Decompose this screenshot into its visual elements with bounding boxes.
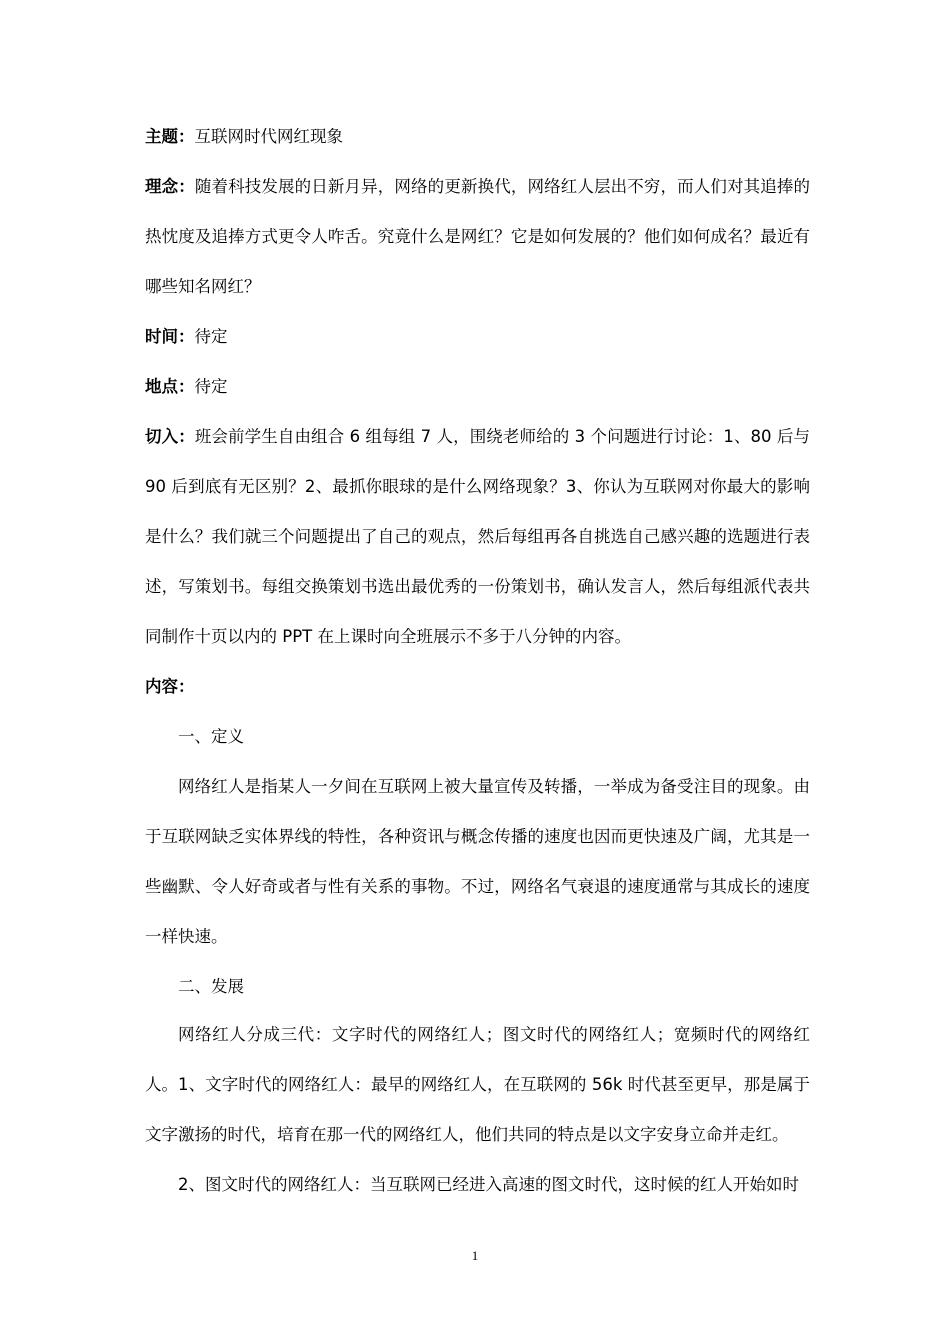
time-label: 时间： <box>145 327 195 346</box>
section2-item1: 1、文字时代的网络红人：最早的网络红人，在互联网的 56k 时代甚至更早，那是属于文字激扬的时代，培育在那一代的网络红人，他们共同的特点是以文字安身立命并走红。 <box>145 1075 810 1144</box>
section2-summary: 网络红人分成三代：文字时代的网络红人；图文时代的网络红人；宽频时代的网络红人。 <box>145 1025 810 1094</box>
section2-heading: 二、发展 <box>178 977 244 996</box>
theme-text: 互联网时代网红现象 <box>194 127 343 146</box>
page-number: 1 <box>471 1248 479 1263</box>
section2-item2: 2、图文时代的网络红人：当互联网已经进入高速的图文时代，这时候的红人开始如时 <box>178 1175 799 1194</box>
intro-text: 班会前学生自由组合 6 组每组 7 人，围绕老师给的 3 个问题进行讨论：1、80 后与 90 后到底有无区别？2、最抓你眼球的是什么网络现象？3、你认为互联网对你最大的影响是什么？我们就三个问题提出了自己的观点，然后每组再各自挑选自己感兴趣的选题进行表述，写策划书。每组交换策划书选出最优秀的一份策划书，确认发言人，然后每组派代表共同制作十页以内的 PPT 在上课时向全班展示不多于八分钟的内容。 <box>145 427 811 646</box>
place-label: 地点： <box>145 377 195 396</box>
content-heading <box>145 662 810 712</box>
place-text: 待定 <box>194 377 228 396</box>
theme-label: 主题： <box>145 127 195 146</box>
content-label: 内容： <box>145 677 195 696</box>
theme-line <box>145 112 810 162</box>
intro-paragraph <box>145 412 810 662</box>
section1-body: 网络红人是指某人一夕间在互联网上被大量宣传及转播，一举成为备受注目的现象。由于互联网缺乏实体界线的特性，各种资讯与概念传播的速度也因而更快速及广阔，尤其是一些幽默、令人好奇或者与性有关系的事物。不过，网络名气衰退的速度通常与其成长的速度一样快速。 <box>145 777 810 946</box>
time-line <box>145 312 810 362</box>
concept-text: 随着科技发展的日新月异，网络的更新换代，网络红人层出不穷，而人们对其追捧的热忱度及追捧方式更令人咋舌。究竟什么是网红？它是如何发展的？他们如何成名？最近有哪些知名网红？ <box>145 177 811 296</box>
concept-paragraph <box>145 162 810 312</box>
time-text: 待定 <box>194 327 228 346</box>
intro-label: 切入： <box>145 427 195 446</box>
concept-label: 理念： <box>145 177 195 196</box>
section1-heading: 一、定义 <box>178 727 244 746</box>
place-line <box>145 362 810 412</box>
